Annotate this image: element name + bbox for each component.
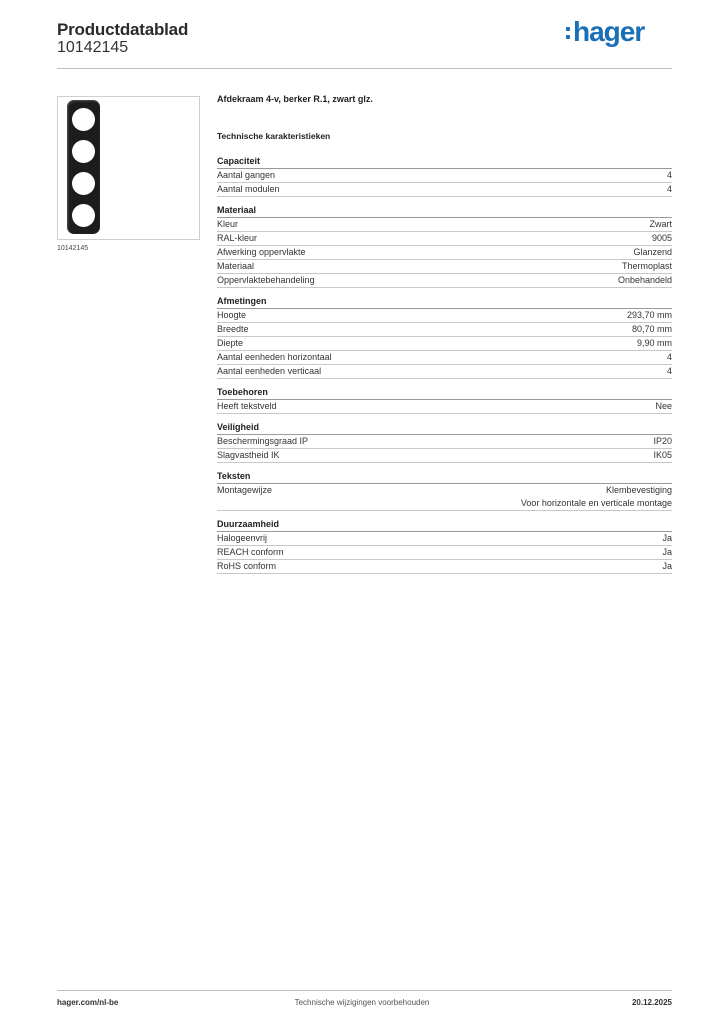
- tech-heading: Technische karakteristieken: [217, 131, 331, 141]
- frame-opening: [72, 172, 95, 195]
- section-heading: Afmetingen: [217, 295, 672, 309]
- spec-section: [217, 386, 672, 414]
- spec-value: [653, 435, 672, 448]
- cover-frame-image: [67, 100, 100, 234]
- spec-value-line: 80,70 mm: [631, 324, 672, 334]
- spec-value: [662, 546, 672, 559]
- hager-logo: [566, 16, 644, 48]
- spec-value-line: 4: [666, 170, 672, 180]
- spec-row: [217, 218, 672, 232]
- spec-label: Heeft tekstveld: [217, 401, 277, 411]
- spec-section: [217, 295, 672, 379]
- frame-opening: [72, 108, 95, 131]
- logo-dots-icon: [566, 27, 570, 43]
- spec-row: [217, 183, 672, 197]
- spec-value: [637, 337, 672, 350]
- spec-value-line: Nee: [655, 401, 672, 411]
- spec-label: Afwerking oppervlakte: [217, 247, 306, 257]
- spec-row: [217, 400, 672, 414]
- frame-opening: [72, 204, 95, 227]
- spec-section: [217, 470, 672, 511]
- spec-value: [652, 232, 672, 245]
- spec-row: [217, 169, 672, 183]
- spec-value-line: Ja: [662, 533, 672, 543]
- spec-value-line: Ja: [662, 561, 672, 571]
- product-image: [57, 96, 200, 240]
- spec-value-line: Voor horizontale en verticale montage: [520, 498, 672, 508]
- spec-value: [667, 183, 672, 196]
- spec-value: [667, 365, 672, 378]
- page-title: Productdatablad: [57, 20, 189, 39]
- spec-label: Kleur: [217, 219, 239, 229]
- spec-row: [217, 449, 672, 463]
- product-number: 10142145: [57, 39, 129, 56]
- spec-row: [217, 260, 672, 274]
- spec-label: Breedte: [217, 324, 249, 334]
- spec-value-line: Thermoplast: [621, 261, 672, 271]
- spec-label: Halogeenvrij: [217, 533, 268, 543]
- spec-value: [521, 484, 672, 510]
- spec-label: Materiaal: [217, 261, 255, 271]
- spec-value: [650, 218, 673, 231]
- spec-row: [217, 351, 672, 365]
- spec-value: [662, 532, 672, 545]
- spec-sections: [217, 155, 672, 574]
- spec-value-line: Ja: [662, 547, 672, 557]
- spec-value: [653, 449, 672, 462]
- spec-row: [217, 435, 672, 449]
- spec-section: [217, 421, 672, 463]
- section-heading: Teksten: [217, 470, 672, 484]
- logo-text: hager: [573, 16, 645, 47]
- frame-opening: [72, 140, 95, 163]
- image-caption: 10142145: [57, 245, 89, 252]
- spec-label: Slagvastheid IK: [217, 450, 280, 460]
- spec-label: Aantal eenheden verticaal: [217, 366, 322, 376]
- spec-value-line: Zwart: [649, 219, 672, 229]
- section-heading: Veiligheid: [217, 421, 672, 435]
- spec-value: [667, 351, 672, 364]
- spec-value-line: 9,90 mm: [636, 338, 672, 348]
- spec-value-line: Klembevestiging: [605, 485, 672, 495]
- spec-value-line: 4: [666, 352, 672, 362]
- section-heading: Capaciteit: [217, 155, 672, 169]
- spec-row: [217, 246, 672, 260]
- spec-value-line: IK05: [653, 450, 672, 460]
- spec-row: [217, 309, 672, 323]
- footer-date: 20.12.2025: [631, 998, 672, 1007]
- spec-value-line: 4: [666, 184, 672, 194]
- spec-row: [217, 323, 672, 337]
- spec-row: [217, 532, 672, 546]
- header-divider: [57, 68, 672, 69]
- spec-row: [217, 484, 672, 511]
- spec-label: RoHS conform: [217, 561, 277, 571]
- spec-value: [627, 309, 672, 322]
- spec-value-line: Onbehandeld: [617, 275, 672, 285]
- spec-value: [633, 246, 672, 259]
- spec-value-line: 4: [666, 366, 672, 376]
- product-title: Afdekraam 4-v, berker R.1, zwart glz.: [217, 94, 373, 104]
- section-heading: Materiaal: [217, 204, 672, 218]
- spec-label: RAL-kleur: [217, 233, 258, 243]
- spec-label: Montagewijze: [217, 485, 273, 495]
- spec-label: Oppervlaktebehandeling: [217, 275, 315, 285]
- spec-row: [217, 560, 672, 574]
- spec-label: Aantal gangen: [217, 170, 276, 180]
- spec-row: [217, 546, 672, 560]
- spec-section: [217, 204, 672, 288]
- spec-row: [217, 337, 672, 351]
- spec-value: [662, 560, 672, 573]
- spec-label: REACH conform: [217, 547, 284, 557]
- spec-label: Beschermingsgraad IP: [217, 436, 309, 446]
- footer-notice: Technische wijzigingen voorbehouden: [294, 998, 430, 1007]
- spec-row: [217, 274, 672, 288]
- spec-section: [217, 518, 672, 574]
- spec-label: Aantal modulen: [217, 184, 280, 194]
- spec-content: [217, 94, 672, 581]
- spec-value: [655, 400, 672, 413]
- spec-value: [667, 169, 672, 182]
- spec-value: [632, 323, 672, 336]
- spec-row: [217, 232, 672, 246]
- spec-label: Hoogte: [217, 310, 247, 320]
- section-heading: Duurzaamheid: [217, 518, 672, 532]
- spec-value-line: IP20: [653, 436, 672, 446]
- section-heading: Toebehoren: [217, 386, 672, 400]
- spec-value: [622, 260, 672, 273]
- spec-label: Diepte: [217, 338, 244, 348]
- spec-value-line: 9005: [651, 233, 672, 243]
- spec-value-line: Glanzend: [633, 247, 672, 257]
- spec-value-line: 293,70 mm: [626, 310, 672, 320]
- spec-section: [217, 155, 672, 197]
- footer-divider: [57, 990, 672, 991]
- spec-row: [217, 365, 672, 379]
- spec-label: Aantal eenheden horizontaal: [217, 352, 332, 362]
- footer-website[interactable]: hager.com/nl-be: [57, 998, 119, 1007]
- spec-value: [618, 274, 672, 287]
